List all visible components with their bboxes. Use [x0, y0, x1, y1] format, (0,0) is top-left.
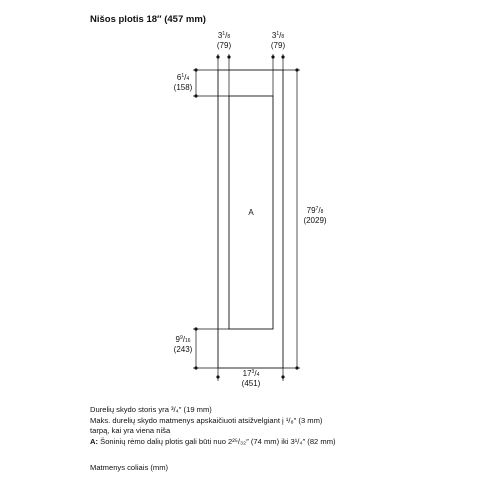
note-a-prefix: A: — [90, 436, 99, 446]
notes-block — [90, 405, 336, 447]
note-max-dimensions: Maks. durelių skydo matmenys apskaičiuoti atsižvelgiant į ¹/₈″ (3 mm) — [90, 415, 323, 425]
dim-bottom-width-mm: (451) — [241, 379, 261, 388]
note-panel-thickness: Durelių skydo storis yra ³/₄″ (19 mm) — [90, 405, 212, 414]
dim-top-right-mm: (79) — [270, 41, 286, 50]
dim-left-bottom-inch: $9^9/16$ — [175, 335, 191, 344]
page-title: Nišos plotis 18″ (457 mm) — [90, 14, 206, 25]
dim-left-top-inch: $6^1/4$ — [176, 73, 190, 82]
dim-right-height-mm: (2029) — [303, 216, 327, 225]
note-a — [90, 437, 336, 448]
dim-bottom-width-inch: $17^3/4$ — [242, 369, 260, 378]
note-gap: tarpą, kai yra viena niša — [90, 426, 171, 435]
dim-right-height-inch: $79^7/8$ — [306, 206, 324, 215]
panel-label-a: A — [248, 208, 254, 217]
top-dim-dots — [216, 55, 284, 58]
dim-top-left-mm: (79) — [216, 41, 232, 50]
dim-top-right-inch: $3^1/8$ — [271, 31, 285, 40]
note-a-text: Šoninių rėmo dalių plotis gali būti nuo 2²⁵/₃₂″ (74 mm) iki 3¹/₄″ (82 mm) — [98, 436, 336, 446]
dim-top-left-inch: $3^1/8$ — [217, 31, 231, 40]
right-extension-lines — [283, 70, 300, 368]
units-note: Matmenys coliais (mm) — [90, 463, 169, 472]
dim-left-top-mm: (158) — [173, 83, 193, 92]
dim-left-bottom-mm: (243) — [173, 345, 193, 354]
